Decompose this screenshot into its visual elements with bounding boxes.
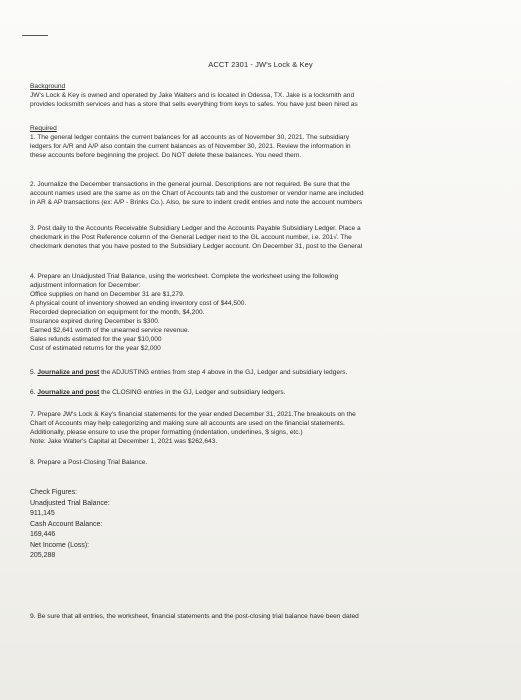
check-figure-value: 205,288 <box>30 552 56 559</box>
check-figure-value: 911,145 <box>30 510 55 517</box>
step-2 <box>30 180 517 207</box>
step-2-line: in AR & AP transactions (ex: A/P - Brinks Co.). Also, be sure to indent credit entries and note the account numbers <box>30 199 363 206</box>
step-5-number: 5. <box>30 369 38 376</box>
step-5 <box>30 368 517 377</box>
step-6 <box>30 388 517 397</box>
step-8 <box>30 458 517 467</box>
check-figure-label: Unadjusted Trial Balance: <box>30 499 110 507</box>
check-figure-label: Net Income (Loss): <box>30 541 90 549</box>
step-2-line: account names used are the same as on the Chart of Accounts tab and the customer or vendor name are included <box>30 190 364 197</box>
step-4-line: Recorded depreciation on equipment for the month, $4,200. <box>30 309 205 316</box>
step-4-line: adjustment information for December: <box>30 282 141 289</box>
step-4-line: Office supplies on hand on December 31 are $1,279. <box>30 291 185 298</box>
step-7-line: Chart of Accounts may help categorizing and making sure all accounts are used on the financial statements. <box>30 420 345 427</box>
required-line: ledgers for A/R and A/P also contain the current balances as of November 30, 2021. Review the information in <box>30 143 351 150</box>
required-line: 1. The general ledger contains the current balances for all accounts as of November 30, 2021. The subsidiary <box>30 134 350 141</box>
step-4-line: 4. Prepare an Unadjusted Trial Balance, using the worksheet. Complete the worksheet using the following <box>30 273 339 280</box>
step-7-line: 7. Prepare JW's Lock & Key's financial statements for the year ended December 31, 2021.The breakouts on the <box>30 411 356 418</box>
step-5-emphasis: Journalize and post <box>37 369 100 376</box>
step-5-text: the ADJUSTING entries from step 4 above in the GJ, Ledger and subsidiary ledgers. <box>99 369 348 376</box>
step-9 <box>30 612 517 621</box>
step-7-line: Additionally, please ensure to use the proper formatting (indentation, underlines, $ signs, etc.) <box>30 429 303 436</box>
background-heading: Background <box>30 83 66 90</box>
step-3-line: checkmark denotes that you have posted to the Subsidiary Ledger account. On December 31, post to the General <box>30 243 363 250</box>
step-7 <box>30 410 517 446</box>
step-6-emphasis: Journalize and post <box>37 389 100 396</box>
check-figure-value: 169,446 <box>30 531 56 538</box>
step-8-text: 8. Prepare a Post-Closing Trial Balance. <box>30 459 148 466</box>
step-9-text: 9. Be sure that all entries, the worksheet, financial statements and the post-closing trial balance have been dated <box>30 613 359 620</box>
step-6-text: the CLOSING entries in the GJ, Ledger and subsidiary ledgers. <box>99 389 286 396</box>
step-6-number: 6. <box>30 389 38 396</box>
step-4-line: Cost of estimated returns for the year $2,000 <box>30 345 161 352</box>
required-heading: Required <box>30 125 57 132</box>
required-line: these accounts before beginning the project. Do NOT delete these balances. You need them. <box>30 152 302 159</box>
step-2-line: 2. Journalize the December transactions in the general journal. Descriptions are not required. Be sure that the <box>30 181 350 188</box>
required-section <box>30 124 517 160</box>
step-3-line: 3. Post daily to the Accounts Receivable Subsidiary Ledger and the Accounts Payable Subsidiary Ledger. Place a <box>30 225 361 232</box>
step-3 <box>30 224 517 251</box>
step-4-line: A physical count of inventory showed an ending inventory cost of $44,500. <box>30 300 247 307</box>
background-section <box>30 82 517 109</box>
step-3-line: checkmark in the Post Reference column of the General Ledger next to the GL account number, i.e. 201√. The <box>30 234 352 241</box>
background-line: provides locksmith services and has a store that sells everything from keys to safes. You have just been hired as <box>30 101 358 108</box>
step-7-line: Note: Jake Walter's Capital at December 1, 2021 was $262,643. <box>30 438 218 445</box>
background-line: JW's Lock & Key is owned and operated by Jake Walters and is located in Odessa, TX. Jake is a locksmith and <box>30 92 355 99</box>
document-title: ACCT 2301 - JW's Lock & Key <box>208 60 313 69</box>
top-rule <box>22 35 48 36</box>
check-figure-label: Cash Account Balance: <box>30 520 103 528</box>
step-4 <box>30 272 517 353</box>
check-figures <box>30 488 517 562</box>
step-4-line: Earned $2,641 worth of the unearned service revenue. <box>30 327 190 334</box>
step-4-line: Insurance expired during December is $300. <box>30 318 160 325</box>
check-figures-heading: Check Figures: <box>30 489 78 496</box>
step-4-line: Sales refunds estimated for the year $10,000 <box>30 336 162 343</box>
